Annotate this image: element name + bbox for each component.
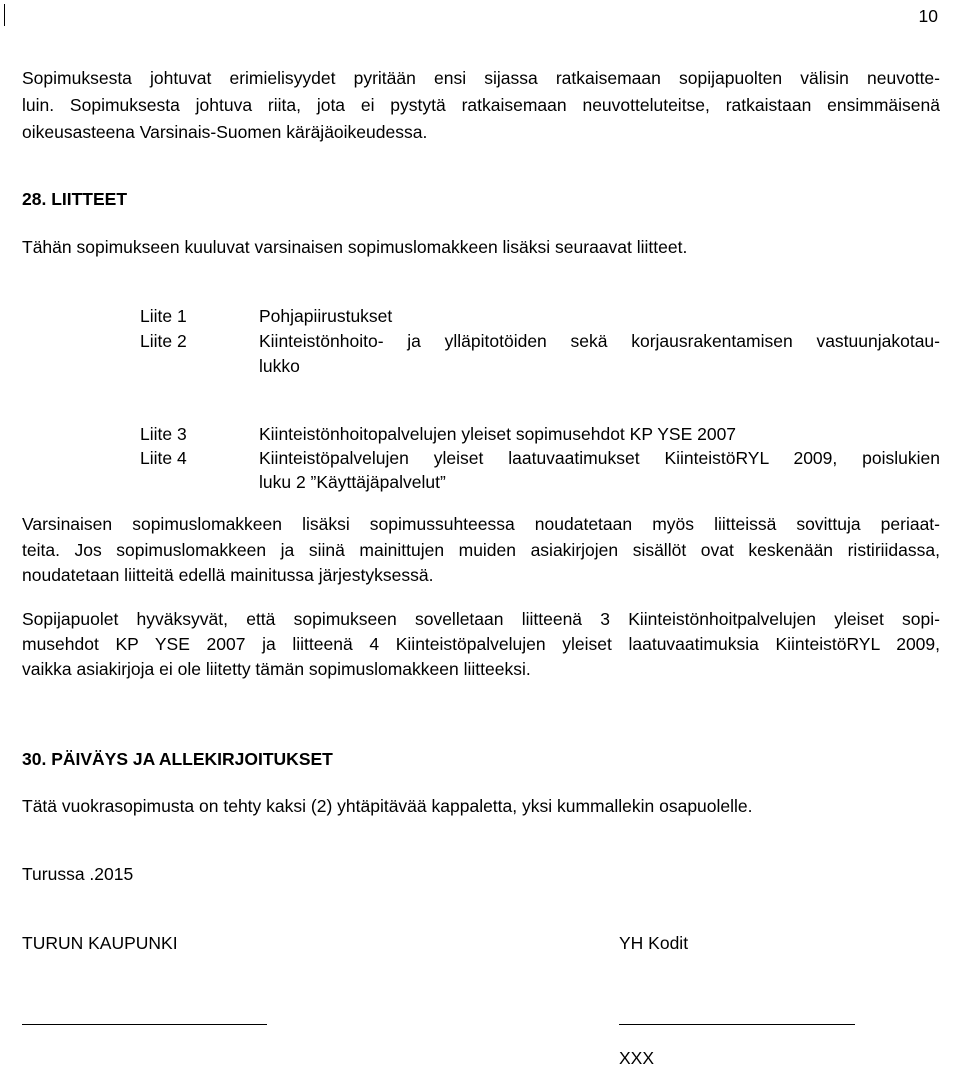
paragraph-line: luin. Sopimuksesta johtuva riita, jota ei pystytä ratkaisemaan neuvotteluteitse, ratkaistaan ensimmäisenä — [22, 95, 940, 115]
attachment-label: Liite 3 — [140, 424, 187, 444]
attachment-title: Kiinteistönhoitopalvelujen yleiset sopimusehdot KP YSE 2007 — [259, 424, 737, 444]
attachment-label: Liite 4 — [140, 448, 187, 468]
attachment-title: Pohjapiirustukset — [259, 306, 393, 326]
paragraph-line: Sopijapuolet hyväksyvät, että sopimukseen sovelletaan liitteenä 3 Kiinteistönhoitpalvelujen yleiset sopi- — [22, 609, 940, 629]
attachment-label: Liite 1 — [140, 306, 187, 326]
attachments-intro: Tähän sopimukseen kuuluvat varsinaisen sopimuslomakkeen lisäksi seuraavat liitteet. — [22, 237, 688, 257]
paragraph-line: oikeusasteena Varsinais-Suomen käräjäoikeudessa. — [22, 122, 428, 142]
section-heading-attachments: 28. LIITTEET — [22, 189, 128, 209]
signature-line-left — [22, 1024, 267, 1025]
paragraph-line: Varsinaisen sopimuslomakkeen lisäksi sopimussuhteessa noudatetaan myös liitteissä sovittuja periaat- — [22, 514, 940, 534]
copies-statement: Tätä vuokrasopimusta on tehty kaksi (2) yhtäpitävää kappaletta, yksi kummallekin osapuolelle. — [22, 796, 753, 816]
page-number: 10 — [918, 6, 938, 26]
attachment-title: Kiinteistönhoito- ja ylläpitotöiden sekä korjausrakentamisen vastuunjakotau- — [259, 331, 940, 351]
attachment-title: lukko — [259, 356, 300, 376]
paragraph-line: teita. Jos sopimuslomakkeen ja siinä mainittujen muiden asiakirjojen sisällöt ovat keskenään ristiriidassa, — [22, 540, 940, 560]
paragraph-line: Sopimuksesta johtuvat erimielisyydet pyritään ensi sijassa ratkaisemaan sopijapuolten välisin neuvotte- — [22, 68, 940, 88]
signer-name-right: XXX — [619, 1048, 655, 1068]
paragraph-line: musehdot KP YSE 2007 ja liitteenä 4 Kiinteistöpalvelujen yleiset laatuvaatimuksia KiinteistöRYL 2009, — [22, 634, 940, 654]
place-date: Turussa .2015 — [22, 864, 134, 884]
section-heading-signatures: 30. PÄIVÄYS JA ALLEKIRJOITUKSET — [22, 749, 333, 769]
attachment-label: Liite 2 — [140, 331, 187, 351]
signature-party-left: TURUN KAUPUNKI — [22, 933, 178, 953]
paragraph-line: vaikka asiakirjoja ei ole liitetty tämän sopimuslomakkeen liitteeksi. — [22, 659, 531, 679]
text-cursor — [4, 4, 5, 26]
attachment-title: luku 2 ”Käyttäjäpalvelut” — [259, 472, 446, 492]
attachment-title: Kiinteistöpalvelujen yleiset laatuvaatimukset KiinteistöRYL 2009, poislukien — [259, 448, 940, 468]
signature-line-right — [619, 1024, 855, 1025]
paragraph-line: noudatetaan liitteitä edellä mainitussa järjestyksessä. — [22, 565, 434, 585]
signature-party-right: YH Kodit — [619, 933, 689, 953]
